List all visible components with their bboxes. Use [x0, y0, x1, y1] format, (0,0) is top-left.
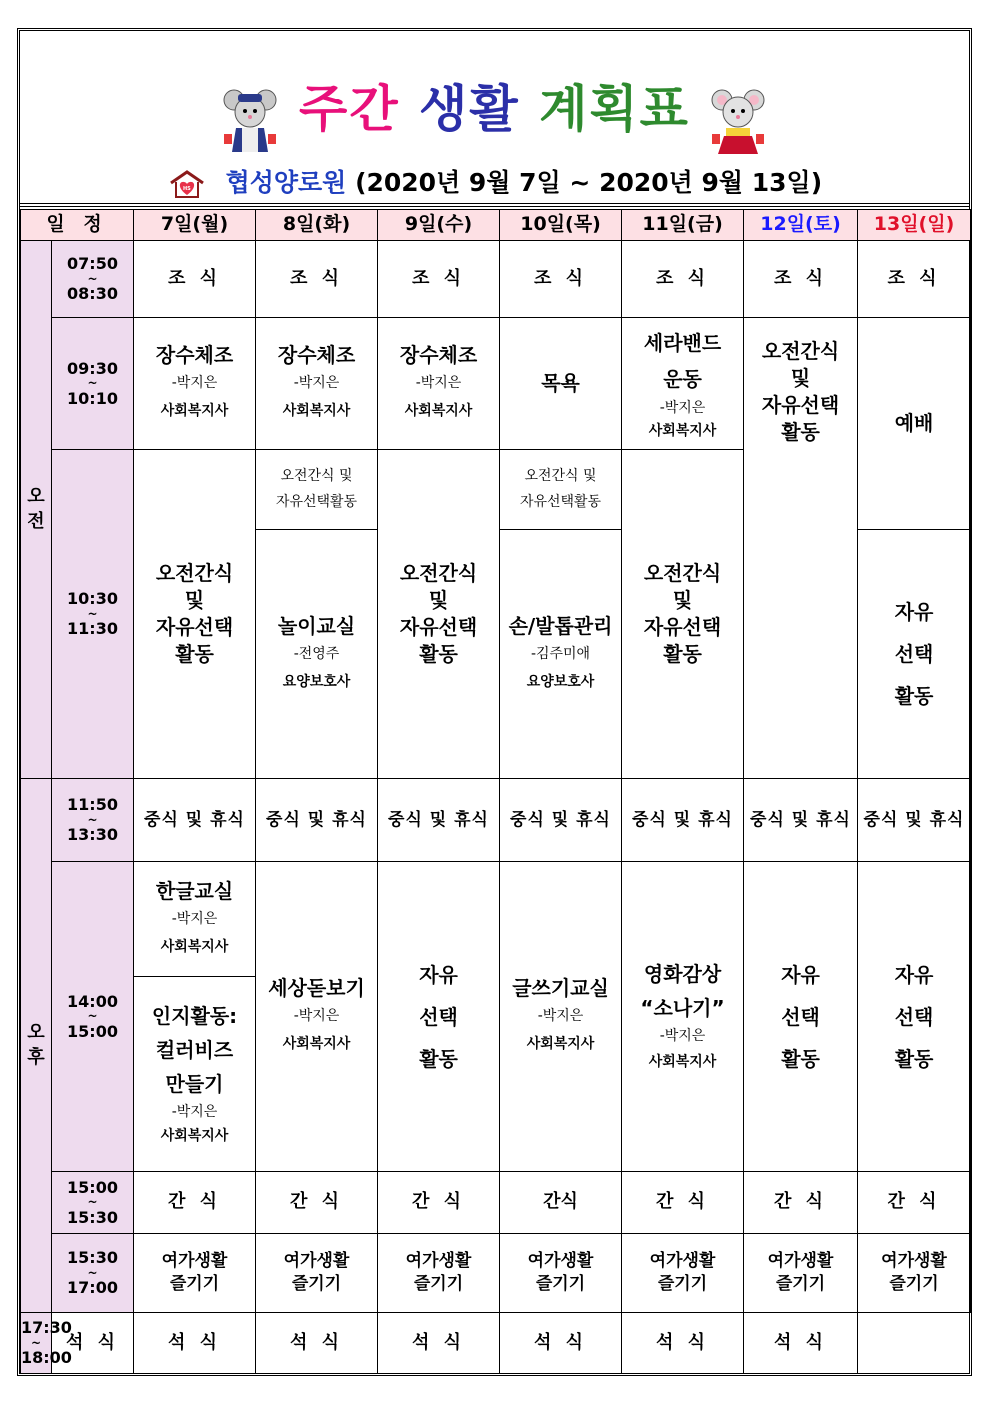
- cell-lunch: 중식 및 휴식: [622, 779, 744, 862]
- cell-leisure: 여가생활 즐기기: [744, 1234, 858, 1313]
- cell-snack-thu: 간식: [500, 1172, 622, 1234]
- time-slot: 17:30 ~ 18:00: [21, 1313, 52, 1374]
- col-sat: 12일(토): [744, 210, 858, 241]
- header: [20, 31, 969, 203]
- cell-play-class-tue: 놀이교실 -전영주 요양보호사: [256, 530, 378, 779]
- cell-hangul-mon: 한글교실 -박지은 사회복지사: [134, 862, 256, 977]
- time-slot: 10:30 ~ 11:30: [52, 450, 134, 779]
- row-1400-a: [21, 862, 971, 977]
- cell-nail-care-thu: 손/발톱관리 -김주미애 요양보호사: [500, 530, 622, 779]
- row-dinner: [21, 1313, 971, 1374]
- time-slot: 15:00 ~ 15:30: [52, 1172, 134, 1234]
- cell-cognitive-mon: 인지활동: 컬러비즈 만들기 -박지은 사회복지사: [134, 977, 256, 1172]
- cell-breakfast: 조 식: [622, 241, 744, 318]
- time-slot: 07:50 ~ 08:30: [52, 241, 134, 318]
- cell-snack-free-tue: 오전간식 및 자유선택활동: [256, 450, 378, 530]
- cell-free-sat-pm: 자유 선택 활동: [744, 862, 858, 1172]
- cell-dinner: 석 식: [256, 1313, 378, 1374]
- cell-breakfast: 조 식: [858, 241, 971, 318]
- cell-dinner: 석 식: [622, 1313, 744, 1374]
- cell-free-fri-am: 오전간식 및 자유선택 활동: [622, 450, 744, 779]
- cell-breakfast: 조 식: [134, 241, 256, 318]
- cell-dinner: 석 식: [500, 1313, 622, 1374]
- cell-breakfast: 조 식: [256, 241, 378, 318]
- subtitle: [20, 163, 969, 199]
- cell-exercise-tue: 장수체조 -박지은 사회복지사: [256, 318, 378, 450]
- cell-leisure: 여가생활 즐기기: [378, 1234, 500, 1313]
- cell-snack: 간 식: [744, 1172, 858, 1234]
- period-am: 오 전: [21, 241, 52, 779]
- col-sun: 13일(일): [858, 210, 971, 241]
- cell-lunch: 중식 및 휴식: [134, 779, 256, 862]
- page-title: [20, 69, 969, 141]
- cell-free-wed-pm: 자유 선택 활동: [378, 862, 500, 1172]
- cell-lunch: 중식 및 휴식: [744, 779, 858, 862]
- cell-snack-free-thu: 오전간식 및 자유선택활동: [500, 450, 622, 530]
- cell-dinner: 석 식: [52, 1313, 134, 1374]
- title-word-life: 생활: [419, 80, 520, 138]
- weekly-schedule-table: [20, 209, 971, 1374]
- row-lunch: [21, 779, 971, 862]
- cell-free-mon-am: 오전간식 및 자유선택 활동: [134, 450, 256, 779]
- cell-free-sun-pm: 자유 선택 활동: [858, 862, 971, 1172]
- time-slot: 09:30 ~ 10:10: [52, 318, 134, 450]
- period-range: (2020년 9월 7일 ~ 2020년 9월 13일): [355, 168, 823, 197]
- row-leisure: [21, 1234, 971, 1313]
- cell-theraband-fri: 세라밴드 운동 -박지은 사회복지사: [622, 318, 744, 450]
- cell-breakfast: 조 식: [378, 241, 500, 318]
- cell-breakfast: 조 식: [744, 241, 858, 318]
- cell-writing-thu: 글쓰기교실 -박지은 사회복지사: [500, 862, 622, 1172]
- col-thu: 10일(목): [500, 210, 622, 241]
- cell-snack: 간 식: [622, 1172, 744, 1234]
- time-slot: 14:00 ~ 15:00: [52, 862, 134, 1172]
- header-divider: [20, 203, 969, 207]
- cell-bath-thu: 목욕: [500, 318, 622, 450]
- time-slot: 15:30 ~ 17:00: [52, 1234, 134, 1313]
- period-pm: 오 후: [21, 779, 52, 1313]
- cell-snack: 간 식: [378, 1172, 500, 1234]
- row-0930: [21, 318, 971, 450]
- title-word-plan: 계획표: [539, 80, 690, 138]
- col-fri: 11일(금): [622, 210, 744, 241]
- col-schedule: 일 정: [21, 210, 134, 241]
- cell-lunch: 중식 및 휴식: [256, 779, 378, 862]
- cell-world-news-tue: 세상돋보기 -박지은 사회복지사: [256, 862, 378, 1172]
- cell-leisure: 여가생활 즐기기: [858, 1234, 971, 1313]
- cell-leisure: 여가생활 즐기기: [500, 1234, 622, 1313]
- time-slot: 11:50 ~ 13:30: [52, 779, 134, 862]
- cell-lunch: 중식 및 휴식: [858, 779, 971, 862]
- cell-worship-sun: 예배: [858, 318, 971, 530]
- col-mon: 7일(월): [134, 210, 256, 241]
- title-word-weekly: 주간: [299, 80, 400, 138]
- cell-snack: 간 식: [858, 1172, 971, 1234]
- cell-dinner: 석 식: [378, 1313, 500, 1374]
- cell-exercise-mon: 장수체조 -박지은 사회복지사: [134, 318, 256, 450]
- row-snack: [21, 1172, 971, 1234]
- cell-snack: 간 식: [256, 1172, 378, 1234]
- cell-lunch: 중식 및 휴식: [500, 779, 622, 862]
- cell-leisure: 여가생활 즐기기: [134, 1234, 256, 1313]
- cell-movie-fri: 영화감상 “소나기” -박지은 사회복지사: [622, 862, 744, 1172]
- header-row: [21, 210, 971, 241]
- cell-lunch: 중식 및 휴식: [378, 779, 500, 862]
- cell-free-sat-am: 오전간식 및 자유선택 활동: [744, 318, 858, 779]
- cell-breakfast: 조 식: [500, 241, 622, 318]
- svg-text:HS: HS: [182, 186, 191, 192]
- cell-leisure: 여가생활 즐기기: [256, 1234, 378, 1313]
- col-tue: 8일(화): [256, 210, 378, 241]
- house-heart-icon: [167, 169, 207, 199]
- cell-exercise-wed: 장수체조 -박지은 사회복지사: [378, 318, 500, 450]
- cell-free-wed-am: 오전간식 및 자유선택 활동: [378, 450, 500, 779]
- cell-free-sun-am: 자유 선택 활동: [858, 530, 971, 779]
- col-wed: 9일(수): [378, 210, 500, 241]
- row-breakfast: [21, 241, 971, 318]
- cell-dinner: 석 식: [134, 1313, 256, 1374]
- cell-snack: 간 식: [134, 1172, 256, 1234]
- cell-leisure: 여가생활 즐기기: [622, 1234, 744, 1313]
- cell-dinner: 석 식: [744, 1313, 858, 1374]
- org-name: 협성양로원: [225, 168, 347, 197]
